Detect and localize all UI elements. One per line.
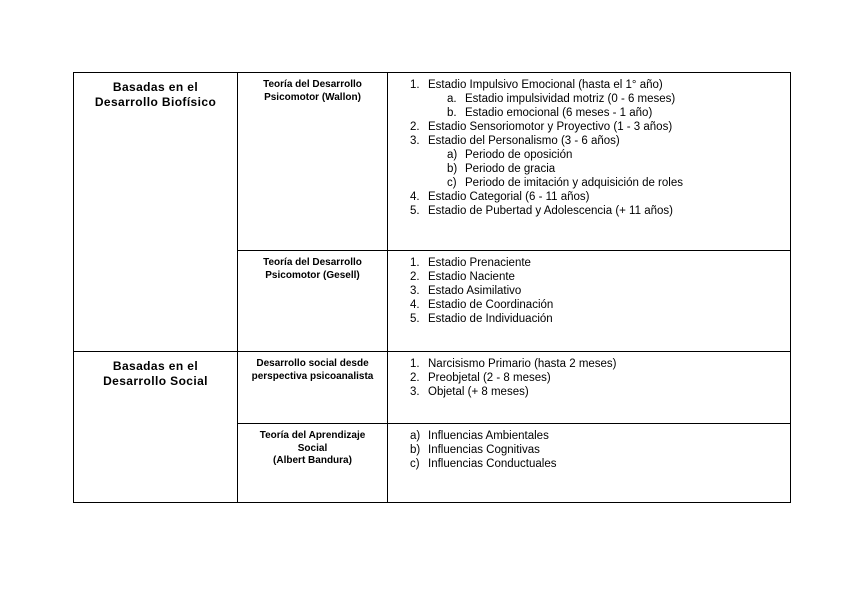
theory-label-psicoanalista bbox=[238, 352, 387, 383]
list-item bbox=[410, 357, 790, 371]
theory-label-bandura bbox=[238, 424, 387, 468]
stages-list-gesell bbox=[388, 251, 790, 326]
theory-line: Teoría del Desarrollo bbox=[263, 79, 362, 90]
list-text: Estadio emocional (6 meses - 1 año) bbox=[465, 107, 653, 119]
theory-label-wallon bbox=[238, 73, 387, 104]
list-text: Estadio Impulsivo Emocional (hasta el 1° año) bbox=[428, 79, 663, 91]
list-text: Influencias Conductuales bbox=[428, 458, 557, 470]
list-subitem bbox=[410, 162, 790, 176]
table-row-wallon bbox=[74, 73, 791, 251]
list-text: Estadio de Individuación bbox=[428, 313, 553, 325]
theory-label-gesell bbox=[238, 251, 387, 282]
theory-line: perspectiva psicoanalista bbox=[251, 370, 374, 382]
list-text: Estadio Naciente bbox=[428, 271, 515, 283]
theory-line: Psicomotor (Wallon) bbox=[264, 91, 361, 103]
list-text: Objetal (+ 8 meses) bbox=[428, 386, 529, 398]
category-cell-social bbox=[74, 352, 238, 503]
stages-list-wallon bbox=[388, 73, 790, 218]
list-item bbox=[410, 385, 790, 399]
list-text: Estadio de Coordinación bbox=[428, 299, 554, 311]
list-text: Influencias Ambientales bbox=[428, 430, 549, 442]
list-item bbox=[410, 78, 790, 92]
list-subitem bbox=[410, 92, 790, 106]
list-subitem bbox=[410, 176, 790, 190]
category-line: Desarrollo Social bbox=[103, 374, 208, 388]
list-marker: a. bbox=[447, 93, 457, 105]
list-item bbox=[410, 443, 790, 457]
list-text: Estadio impulsividad motriz (0 - 6 meses) bbox=[465, 93, 676, 105]
theory-line: Desarrollo social desde bbox=[256, 358, 369, 369]
list-text: Influencias Cognitivas bbox=[428, 444, 540, 456]
theory-line: Teoría del Desarrollo bbox=[263, 257, 362, 268]
list-item bbox=[410, 256, 790, 270]
list-item bbox=[410, 190, 790, 204]
list-marker: 1. bbox=[410, 257, 420, 269]
list-text: Estadio del Personalismo (3 - 6 años) bbox=[428, 135, 620, 147]
theory-cell-wallon bbox=[238, 73, 388, 251]
list-item bbox=[410, 284, 790, 298]
list-marker: 4. bbox=[410, 299, 420, 311]
category-line: Desarrollo Biofísico bbox=[94, 95, 217, 109]
list-text: Estado Asimilativo bbox=[428, 285, 522, 297]
list-marker: 2. bbox=[410, 271, 420, 283]
category-cell-biofisico bbox=[74, 73, 238, 352]
list-marker: 1. bbox=[410, 79, 420, 91]
list-marker: 3. bbox=[410, 135, 420, 147]
theory-line: Social bbox=[297, 442, 328, 454]
list-text: Periodo de oposición bbox=[465, 149, 573, 161]
theory-cell-psicoanalista bbox=[238, 352, 388, 424]
list-marker: 4. bbox=[410, 191, 420, 203]
list-text: Periodo de imitación y adquisición de roles bbox=[465, 177, 683, 189]
list-subitem bbox=[410, 106, 790, 120]
list-marker: 2. bbox=[410, 372, 420, 384]
list-text: Estadio de Pubertad y Adolescencia (+ 11 años) bbox=[428, 205, 673, 217]
theory-cell-gesell bbox=[238, 251, 388, 352]
list-item bbox=[410, 120, 790, 134]
list-marker: b. bbox=[447, 107, 457, 119]
category-line: Basadas en el bbox=[112, 80, 199, 94]
list-marker: b) bbox=[410, 444, 421, 456]
list-marker: c) bbox=[447, 177, 457, 189]
theory-line: Teoría del Aprendizaje bbox=[259, 430, 366, 441]
list-text: Estadio Prenaciente bbox=[428, 257, 531, 269]
list-subitem bbox=[410, 148, 790, 162]
list-text: Periodo de gracia bbox=[465, 163, 556, 175]
list-marker: 3. bbox=[410, 386, 420, 398]
theory-cell-bandura bbox=[238, 424, 388, 503]
category-label-biofisico bbox=[74, 73, 237, 110]
category-label-social bbox=[74, 352, 237, 389]
list-marker: 5. bbox=[410, 205, 420, 217]
list-item bbox=[410, 371, 790, 385]
list-marker: 2. bbox=[410, 121, 420, 133]
list-item bbox=[410, 298, 790, 312]
list-item bbox=[410, 429, 790, 443]
stages-cell-gesell bbox=[388, 251, 791, 352]
list-marker: b) bbox=[447, 163, 458, 175]
list-text: Estadio Sensoriomotor y Proyectivo (1 - 3 años) bbox=[428, 121, 673, 133]
stages-cell-wallon bbox=[388, 73, 791, 251]
theory-line: Psicomotor (Gesell) bbox=[265, 269, 360, 281]
table-row-psicoanalista bbox=[74, 352, 791, 424]
list-item bbox=[410, 457, 790, 471]
list-item bbox=[410, 134, 790, 148]
list-text: Estadio Categorial (6 - 11 años) bbox=[428, 191, 590, 203]
category-line: Basadas en el bbox=[112, 359, 199, 373]
stages-cell-bandura bbox=[388, 424, 791, 503]
list-text: Preobjetal (2 - 8 meses) bbox=[428, 372, 551, 384]
stages-list-psicoanalista bbox=[388, 352, 790, 399]
list-marker: c) bbox=[410, 458, 420, 470]
list-marker: a) bbox=[410, 430, 421, 442]
list-marker: 3. bbox=[410, 285, 420, 297]
list-marker: 5. bbox=[410, 313, 420, 325]
list-marker: 1. bbox=[410, 358, 420, 370]
list-text: Narcisismo Primario (hasta 2 meses) bbox=[428, 358, 617, 370]
list-item bbox=[410, 312, 790, 326]
theory-line: (Albert Bandura) bbox=[273, 455, 352, 466]
list-item bbox=[410, 204, 790, 218]
list-marker: a) bbox=[447, 149, 458, 161]
theories-table bbox=[73, 72, 791, 503]
stages-cell-psicoanalista bbox=[388, 352, 791, 424]
list-item bbox=[410, 270, 790, 284]
stages-list-bandura bbox=[388, 424, 790, 471]
